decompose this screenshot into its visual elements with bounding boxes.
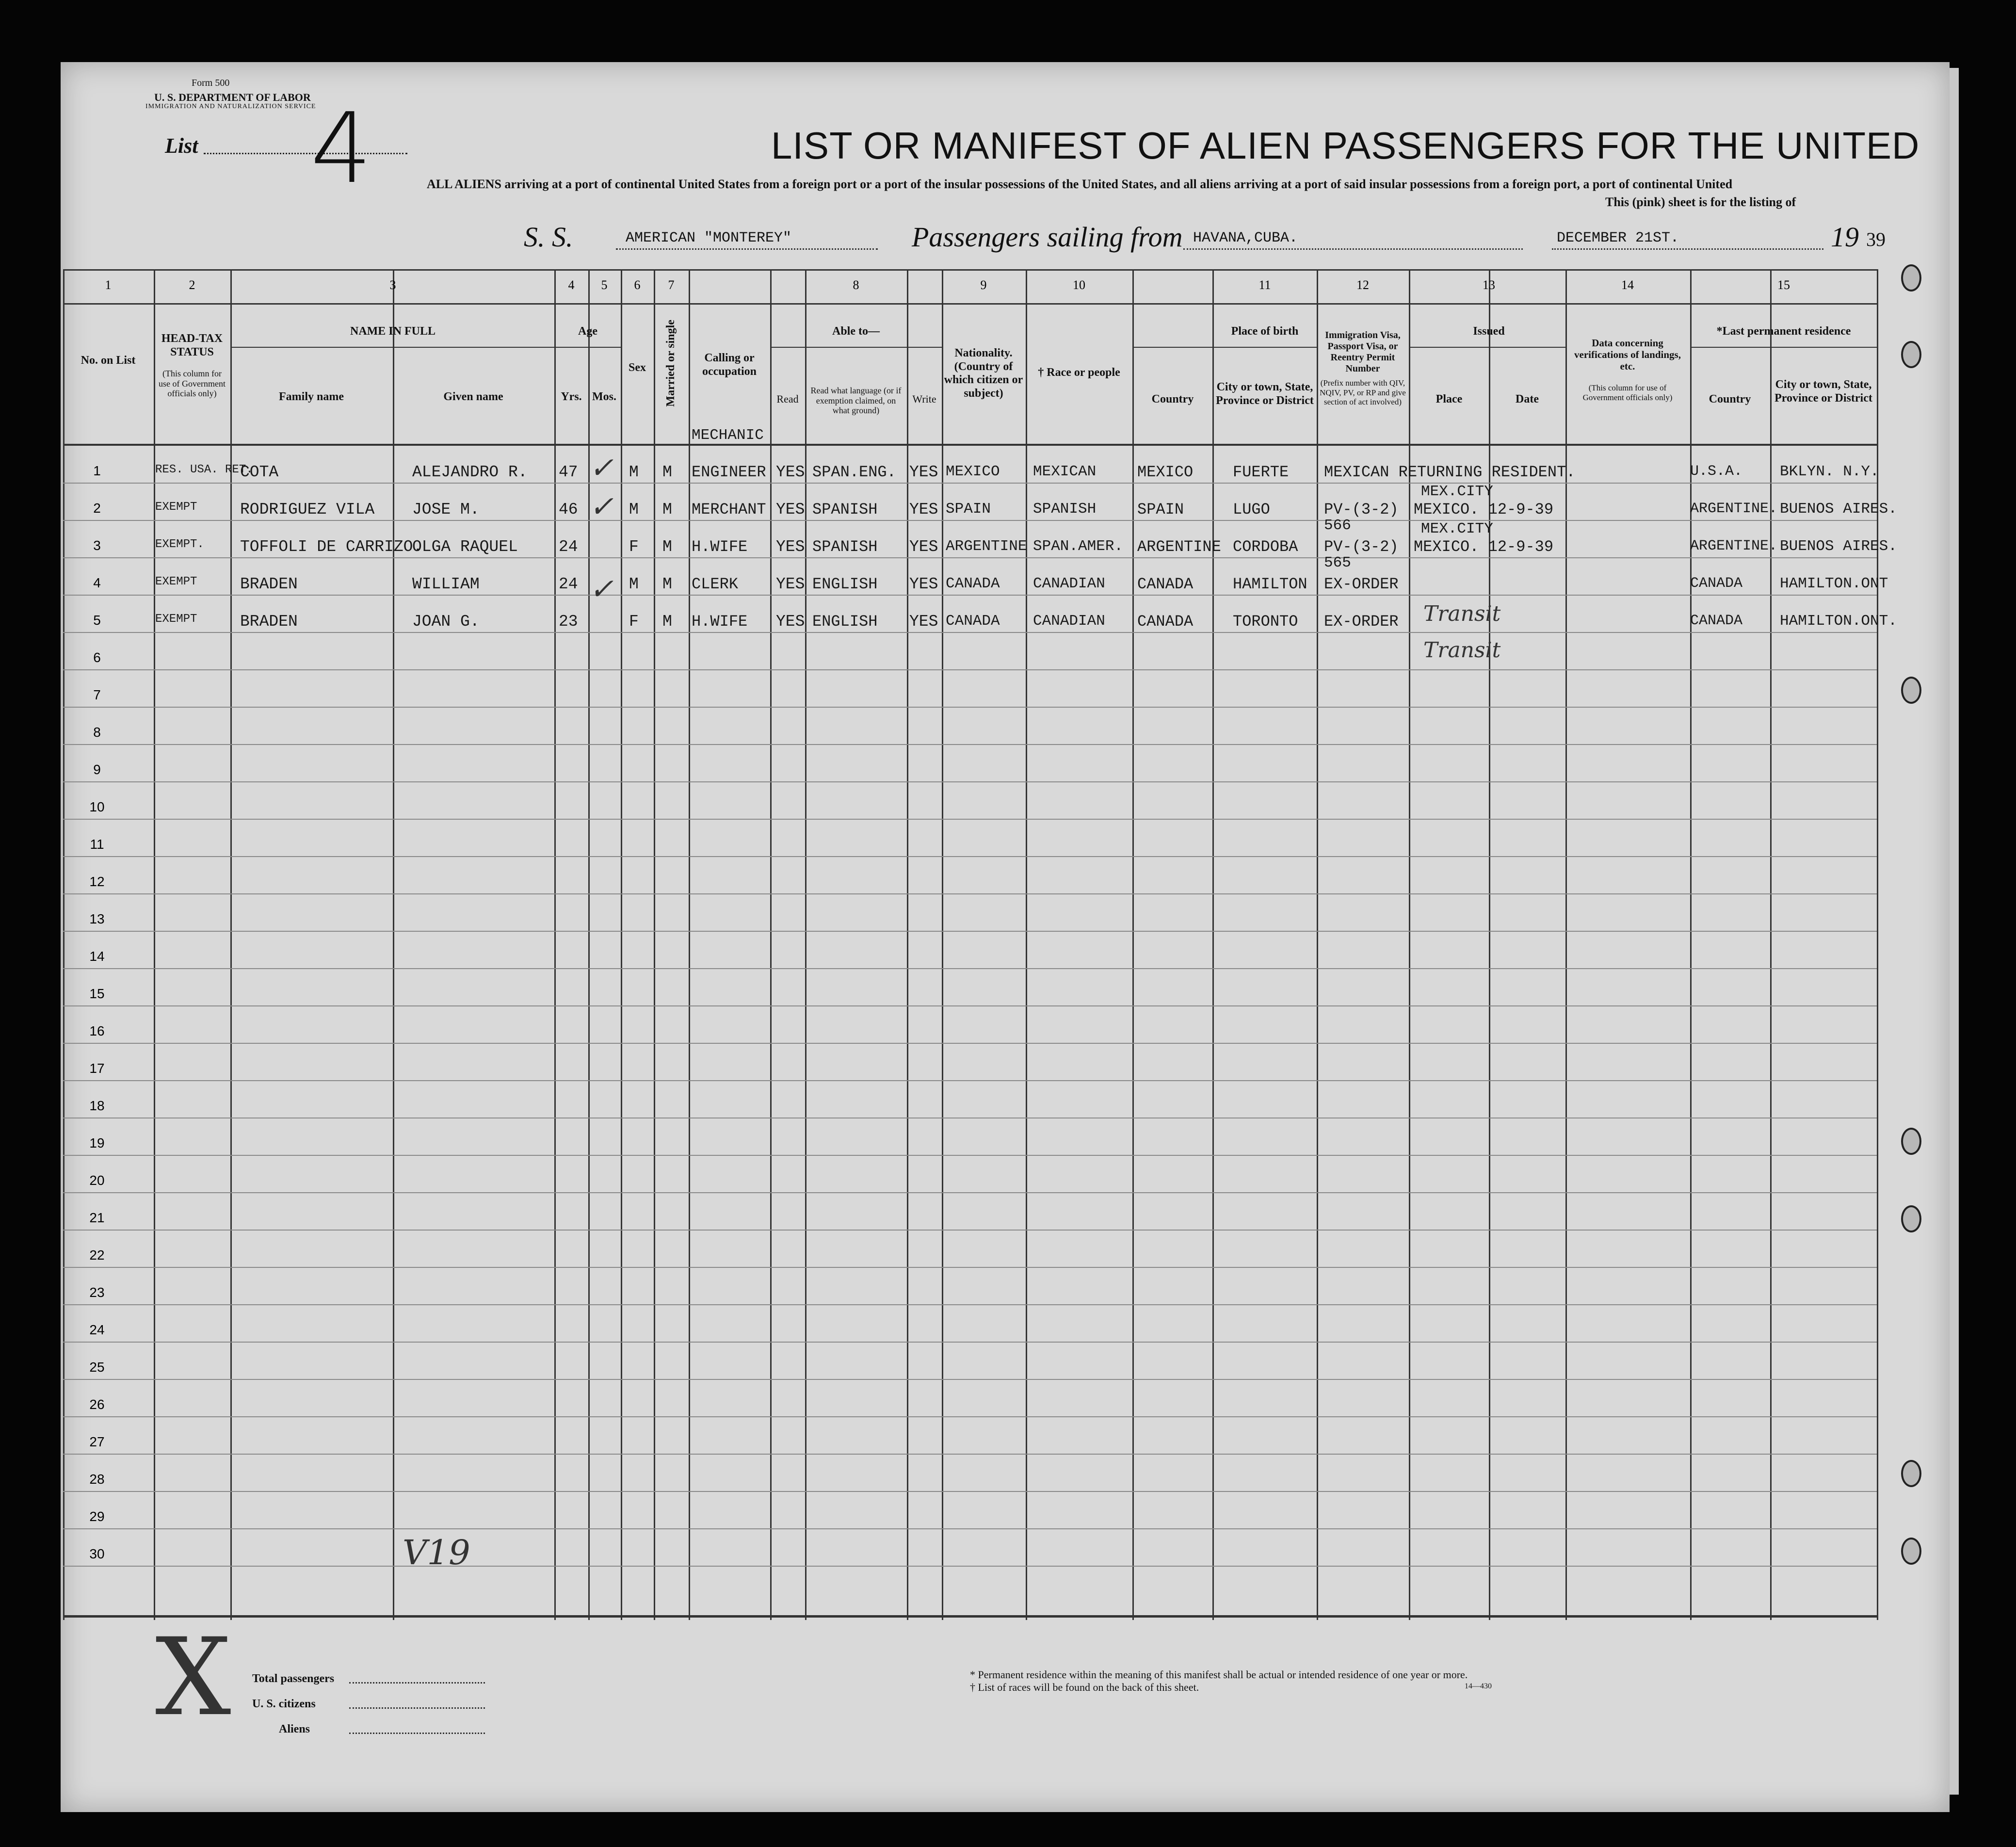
cell-sex: F	[629, 538, 639, 556]
cell-date: MEXICO. 12-9-39	[1414, 538, 1554, 556]
cell-visa: EX-ORDER	[1324, 575, 1399, 593]
col-border	[907, 269, 908, 1620]
cell-country: CANADA	[1137, 613, 1193, 631]
row-number: 4	[93, 575, 101, 590]
table-bottom-border	[63, 1615, 1877, 1618]
cell-city: CORDOBA	[1233, 538, 1298, 556]
footer-citizens-line	[349, 1707, 485, 1709]
col-number: 11	[1258, 278, 1271, 292]
form-number: Form 500	[192, 78, 230, 88]
footer-aliens-line	[349, 1733, 485, 1734]
cell-occ: CLERK	[692, 575, 739, 593]
row-number: 25	[89, 1360, 105, 1375]
header-read: Read	[776, 393, 799, 405]
col-border	[1317, 269, 1318, 1620]
col-border	[654, 269, 655, 1620]
v19-mark: V19	[403, 1533, 470, 1572]
cell-visa: PV-(3-2)	[1324, 501, 1399, 518]
row-number: 3	[93, 538, 101, 553]
cell-read: YES	[776, 538, 805, 556]
cell-family: COTA	[240, 463, 279, 481]
cell-visa: PV-(3-2)	[1324, 538, 1399, 556]
cell-country: MEXICO	[1137, 463, 1193, 481]
cell-race: CANADIAN	[1033, 575, 1105, 592]
cell-rcity: BKLYN. N.Y.	[1780, 463, 1879, 480]
header-verif-note: (This column for use of Government officials only)	[1582, 383, 1673, 402]
row-rule	[63, 595, 1877, 596]
cell-write: YES	[909, 613, 938, 631]
col-number: 13	[1483, 278, 1495, 292]
row-rule	[63, 1155, 1877, 1156]
header-write: Write	[912, 393, 936, 405]
row-rule	[63, 520, 1877, 521]
row-number: 12	[89, 874, 105, 889]
header-bottom-border	[63, 444, 1877, 446]
header-race: † Race or people	[1038, 366, 1120, 379]
cell-write: YES	[909, 501, 938, 518]
cell-occ_top: MECHANIC	[692, 427, 764, 444]
cell-rcountry: ARGENTINE.	[1690, 538, 1778, 554]
header-place: Place	[1435, 393, 1463, 405]
cell-occ: H.WIFE	[692, 613, 748, 631]
cell-write: YES	[909, 538, 938, 556]
row-rule	[63, 1267, 1877, 1268]
cell-tax: EXEMPT	[155, 501, 197, 514]
row-rule	[63, 819, 1877, 820]
service: IMMIGRATION AND NATURALIZATION SERVICE	[145, 103, 316, 110]
row-rule	[63, 1005, 1877, 1006]
row-number: 22	[89, 1248, 105, 1263]
cell-ms: M	[662, 575, 672, 593]
transit-note: Transit	[1423, 601, 1501, 626]
col-number: 8	[853, 278, 859, 292]
page-title: LIST OR MANIFEST OF ALIEN PASSENGERS FOR THE UNITED	[771, 124, 1920, 167]
row-rule	[63, 1304, 1877, 1305]
row-rule	[63, 856, 1877, 857]
header-head-tax: HEAD-TAX STATUS	[161, 332, 223, 358]
cell-country: ARGENTINE	[1137, 538, 1221, 556]
cell-sex: M	[629, 501, 639, 518]
row-number: 1	[93, 463, 101, 478]
row-number: 28	[89, 1472, 105, 1487]
col-number: 15	[1777, 278, 1790, 292]
binder-hole	[1901, 1205, 1921, 1232]
row-number: 17	[89, 1061, 105, 1076]
cell-occ: MERCHANT	[692, 501, 766, 518]
header-residence: *Last permanent residence	[1716, 325, 1851, 338]
header-family-name: Family name	[279, 390, 344, 403]
cell-rcountry: ARGENTINE.	[1690, 501, 1778, 517]
cell-tax: EXEMPT	[155, 575, 197, 588]
row-rule	[63, 781, 1877, 782]
header-name-in-full: NAME IN FULL	[350, 325, 435, 338]
cell-place: MEX.CITY	[1421, 520, 1493, 537]
cell-read: YES	[776, 463, 805, 481]
cell-read: YES	[776, 613, 805, 631]
date-dotline	[1552, 248, 1823, 250]
row-rule	[63, 632, 1877, 633]
cell-rcity: BUENOS AIRES.	[1780, 538, 1897, 555]
cell-nat: MEXICO	[946, 463, 1000, 480]
cell-lang: SPAN.ENG.	[812, 463, 896, 481]
header-number-line	[63, 303, 1877, 305]
row-number: 19	[89, 1135, 105, 1150]
list-label: List	[165, 134, 198, 158]
header-date: Date	[1516, 393, 1539, 405]
row-number: 23	[89, 1285, 105, 1300]
cell-race: MEXICAN	[1033, 463, 1097, 480]
cell-race: CANADIAN	[1033, 613, 1105, 630]
cell-rcity: HAMILTON.ONT.	[1780, 613, 1897, 630]
binder-hole	[1901, 1538, 1921, 1565]
col-border	[770, 269, 772, 1620]
row-rule	[63, 1566, 1877, 1567]
cell-visa2: 566	[1324, 517, 1351, 534]
row-number: 8	[93, 725, 101, 740]
header-able-to: Able to—	[832, 325, 880, 338]
col-number: 4	[568, 278, 575, 292]
cell-occ: ENGINEER	[692, 463, 766, 481]
cell-sex: M	[629, 463, 639, 481]
header-issued: Issued	[1473, 325, 1505, 338]
cell-ms: M	[662, 613, 672, 631]
header-country: Country	[1151, 393, 1194, 405]
header-no-on-list: No. on List	[81, 354, 136, 367]
cell-read: YES	[776, 575, 805, 593]
cell-country: CANADA	[1137, 575, 1193, 593]
sailing-date: DECEMBER 21ST.	[1557, 230, 1679, 246]
header-nationality: Nationality. (Country of which citizen or subject)	[944, 347, 1023, 400]
cell-yrs: 23	[559, 613, 578, 631]
cell-rcountry: CANADA	[1690, 575, 1743, 592]
ss-label: S. S.	[524, 221, 573, 253]
row-number: 29	[89, 1509, 105, 1524]
cell-write: YES	[909, 463, 938, 481]
binder-hole	[1901, 1460, 1921, 1487]
row-number: 6	[93, 650, 101, 665]
header-sex: Sex	[629, 361, 646, 374]
cell-rcity: BUENOS AIRES.	[1780, 501, 1897, 518]
row-number: 16	[89, 1023, 105, 1038]
row-number: 15	[89, 986, 105, 1001]
cell-city: FUERTE	[1233, 463, 1289, 481]
port-dotline	[1183, 248, 1523, 250]
list-line	[204, 153, 407, 154]
col-border	[942, 269, 943, 1620]
cell-yrs: 24	[559, 538, 578, 556]
row-rule	[63, 968, 1877, 969]
cell-family: RODRIGUEZ VILA	[240, 501, 375, 518]
header-mos: Mos.	[592, 390, 616, 403]
row-number: 20	[89, 1173, 105, 1188]
col-number: 6	[634, 278, 641, 292]
year-prefix: 19	[1831, 221, 1859, 253]
subheader-line	[770, 347, 942, 348]
col-border	[1770, 269, 1772, 1620]
col-number: 9	[980, 278, 987, 292]
cell-read: YES	[776, 501, 805, 518]
bottom-x-mark: X	[155, 1615, 231, 1739]
row-number: 21	[89, 1210, 105, 1225]
cell-ms: M	[662, 463, 672, 481]
header-given-name: Given name	[443, 390, 503, 403]
header-place-of-birth: Place of birth	[1231, 325, 1299, 338]
row-rule	[63, 483, 1877, 484]
header-res-city: City or town, State, Province or District	[1774, 378, 1872, 405]
row-number: 26	[89, 1397, 105, 1412]
footer-total-line	[349, 1682, 485, 1684]
row-rule	[63, 1080, 1877, 1081]
department: U. S. DEPARTMENT OF LABOR	[154, 91, 311, 103]
subheader-line	[1690, 347, 1877, 348]
check-mark: ✓	[589, 490, 614, 524]
cell-rcountry: U.S.A.	[1690, 463, 1743, 480]
header-head-tax-note: (This column for use of Government officials only)	[159, 369, 226, 399]
ship-dotline	[616, 248, 878, 250]
col-border	[1212, 269, 1214, 1620]
header-calling: Calling or occupation	[702, 352, 757, 378]
cell-visa: MEXICAN RETURNING RESIDENT.	[1324, 463, 1576, 481]
row-number: 9	[93, 762, 101, 777]
cell-nat: CANADA	[946, 575, 1000, 592]
cell-family: BRADEN	[240, 575, 298, 593]
subheader-line	[1132, 347, 1317, 348]
col-border	[805, 269, 806, 1620]
cell-tax: EXEMPT.	[155, 538, 204, 551]
cell-visa2: 565	[1324, 554, 1351, 571]
cell-occ: H.WIFE	[692, 538, 748, 556]
cell-tax: EXEMPT	[155, 613, 197, 626]
col-number: 1	[105, 278, 112, 292]
row-rule	[63, 557, 1877, 558]
port: HAVANA,CUBA.	[1193, 230, 1298, 246]
row-rule	[63, 744, 1877, 745]
check-mark: ✓	[589, 572, 614, 606]
cell-race: SPAN.AMER.	[1033, 538, 1124, 555]
header-age: Age	[578, 325, 597, 338]
footer-aliens-label: Aliens	[279, 1723, 310, 1735]
subtitle: ALL ALIENS arriving at a port of continental United States from a foreign port or a port of the insular possessions of the United States, and all aliens arriving at a port of said insular possessions from a foreign port, a port of continental United	[427, 177, 1733, 191]
manifest-table	[63, 269, 1897, 1620]
sailing-label: Passengers sailing from	[912, 221, 1183, 253]
cell-family: TOFFOLI DE CARRIZO.	[240, 538, 423, 556]
row-rule	[63, 1379, 1877, 1380]
cell-given: JOAN G.	[412, 613, 480, 631]
row-number: 14	[89, 949, 105, 964]
cell-lang: SPANISH	[812, 538, 878, 556]
cell-place: MEX.CITY	[1421, 483, 1493, 500]
check-mark: ✓	[589, 451, 614, 485]
cell-city: HAMILTON	[1233, 575, 1307, 593]
row-rule	[63, 1454, 1877, 1455]
col-number: 2	[189, 278, 195, 292]
cell-city: TORONTO	[1233, 613, 1298, 631]
row-rule	[63, 1230, 1877, 1231]
header-res-country: Country	[1709, 393, 1751, 405]
col-border	[1132, 269, 1134, 1620]
subtitle-pink: This (pink) sheet is for the listing of	[1605, 195, 1796, 209]
cell-yrs: 24	[559, 575, 578, 593]
cell-nat: ARGENTINE	[946, 538, 1027, 555]
footer-total-label: Total passengers	[252, 1672, 335, 1685]
col-border	[689, 269, 690, 1620]
col-number: 3	[389, 278, 396, 292]
cell-rcity: HAMILTON.ONT	[1780, 575, 1888, 592]
row-rule	[63, 1342, 1877, 1343]
row-rule	[63, 1416, 1877, 1417]
cell-yrs: 46	[559, 501, 578, 518]
subheader-line	[1409, 347, 1565, 348]
cell-sex: M	[629, 575, 639, 593]
col-border	[621, 269, 622, 1620]
cell-nat: CANADA	[946, 613, 1000, 630]
cell-lang: ENGLISH	[812, 575, 878, 593]
footer-citizens-label: U. S. citizens	[252, 1698, 316, 1710]
ship-name: AMERICAN "MONTEREY"	[626, 230, 792, 246]
binder-hole	[1901, 264, 1921, 292]
col-number: 10	[1073, 278, 1085, 292]
cell-lang: SPANISH	[812, 501, 878, 518]
subheader-line	[554, 347, 621, 348]
row-rule	[63, 1528, 1877, 1529]
list-number: 4	[310, 92, 372, 205]
cell-city: LUGO	[1233, 501, 1270, 518]
cell-given: ALEJANDRO R.	[412, 463, 528, 481]
row-rule	[63, 893, 1877, 894]
cell-yrs: 47	[559, 463, 578, 481]
row-number: 2	[93, 501, 101, 516]
cell-ms: M	[662, 538, 672, 556]
header-verif: Data concerning verifications of landings, etc.	[1574, 337, 1681, 373]
cell-family: BRADEN	[240, 613, 298, 631]
cell-sex: F	[629, 613, 639, 631]
row-rule	[63, 1491, 1877, 1492]
cell-date: MEXICO. 12-9-39	[1414, 501, 1554, 518]
header-city: City or town, State, Province or District	[1216, 381, 1314, 407]
header-yrs: Yrs.	[561, 390, 582, 403]
cell-visa: EX-ORDER	[1324, 613, 1399, 631]
row-number: 27	[89, 1434, 105, 1449]
footer-note-residence: * Permanent residence within the meaning of this manifest shall be actual or intended residence of one year or more.	[970, 1669, 1468, 1681]
header-married: Married or single	[664, 320, 677, 407]
cell-given: OLGA RAQUEL	[412, 538, 518, 556]
cell-given: JOSE M.	[412, 501, 480, 518]
binder-hole	[1901, 1128, 1921, 1155]
cell-given: WILLIAM	[412, 575, 480, 593]
row-number: 5	[93, 613, 101, 628]
row-number: 11	[90, 837, 104, 852]
col-number: 14	[1621, 278, 1634, 292]
col-border	[1026, 269, 1027, 1620]
cell-tax: RES. USA. RET.	[155, 463, 253, 476]
cell-country: SPAIN	[1137, 501, 1184, 518]
col-border	[554, 269, 556, 1620]
row-number: 30	[89, 1546, 105, 1561]
row-rule	[63, 1192, 1877, 1193]
header-visa: Immigration Visa, Passport Visa, or Reentry Permit Number	[1325, 330, 1401, 374]
row-number: 10	[89, 799, 105, 814]
binder-hole	[1901, 677, 1921, 704]
row-rule	[63, 707, 1877, 708]
row-number: 7	[93, 687, 101, 702]
col-number: 5	[601, 278, 608, 292]
row-number: 13	[89, 911, 105, 926]
year-suffix: 39	[1866, 228, 1886, 250]
cell-write: YES	[909, 575, 938, 593]
cell-ms: M	[662, 501, 672, 518]
cell-nat: SPAIN	[946, 501, 991, 518]
footer-note-races: † List of races will be found on the back of this sheet.	[970, 1681, 1199, 1693]
row-rule	[63, 669, 1877, 670]
subheader-line	[230, 347, 554, 348]
col-border	[393, 269, 394, 1620]
table-top-border	[63, 269, 1877, 271]
transit-note: Transit	[1423, 638, 1501, 663]
row-number: 24	[89, 1322, 105, 1337]
binder-hole	[1901, 341, 1921, 368]
cell-rcountry: CANADA	[1690, 613, 1743, 629]
row-rule	[63, 931, 1877, 932]
header-visa-note: (Prefix number with QIV, NQIV, PV, or RP and give section of act involved)	[1320, 378, 1406, 407]
header-read-lang: Read what language (or if exemption claimed, on what ground)	[810, 386, 902, 416]
cell-lang: ENGLISH	[812, 613, 878, 631]
col-number: 7	[668, 278, 675, 292]
row-number: 18	[89, 1098, 105, 1113]
cell-race: SPANISH	[1033, 501, 1097, 518]
col-number: 12	[1356, 278, 1369, 292]
footer-code: 14—430	[1465, 1682, 1492, 1690]
row-rule	[63, 1043, 1877, 1044]
